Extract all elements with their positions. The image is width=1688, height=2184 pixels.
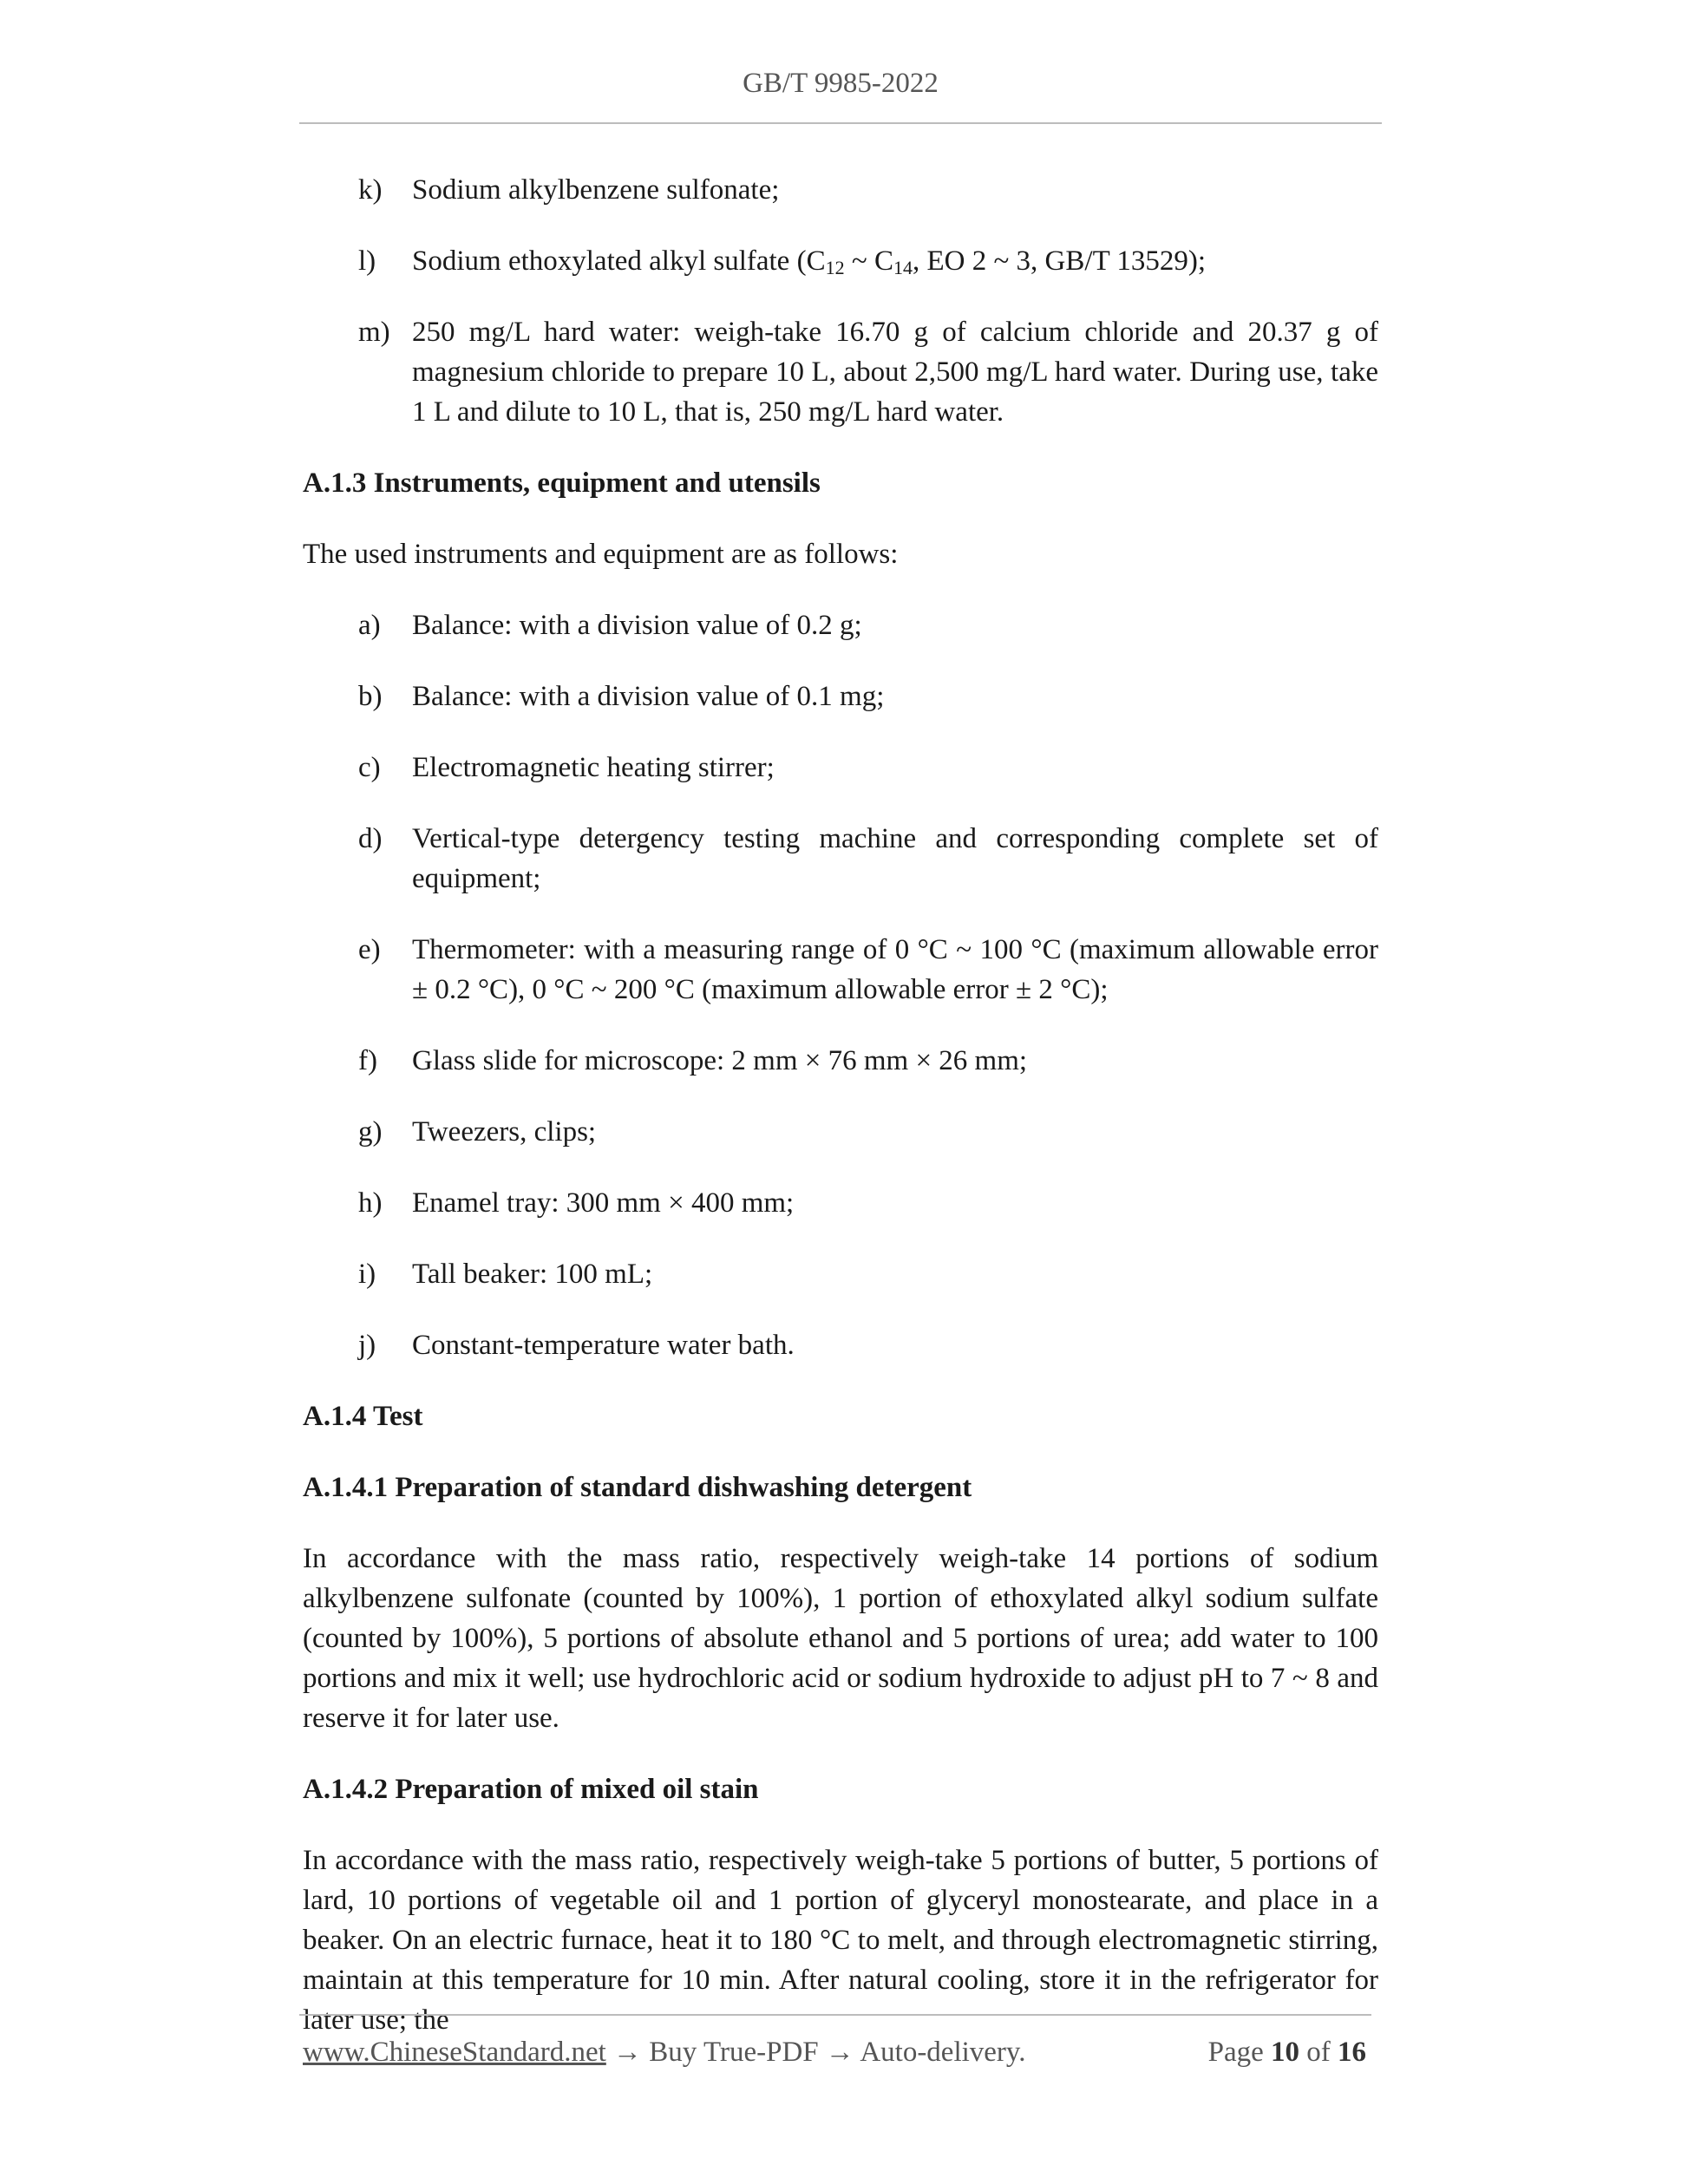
page-total: 16	[1338, 2037, 1366, 2068]
section-heading-a141: A.1.4.1 Preparation of standard dishwashing detergent	[303, 1472, 972, 1503]
list-item-d	[303, 819, 1378, 899]
list-item-b	[303, 677, 1378, 716]
subscript: 14	[893, 257, 913, 278]
list-item-h	[303, 1183, 1378, 1223]
list-marker: g)	[358, 1116, 383, 1148]
list-item-l	[303, 241, 1378, 281]
page-header: GB/T 9985-2022	[743, 68, 939, 99]
page-label: Page	[1207, 2037, 1264, 2068]
list-item-a	[303, 605, 1378, 645]
paragraph-a142: In accordance with the mass ratio, respectively weigh-take 5 portions of butter, 5 portions of lard, 10 portions of vegetable oil and 1 portion of glyceryl monostearate, and place in a beaker. On an electric furnace, heat it to 180 °C to melt, and through electromagnetic stirring, maintain at this temperature for 10 min. After natural cooling, store it in the refrigerator for later use; the	[303, 1845, 1378, 2036]
formula-text: ~ C	[844, 245, 893, 277]
page-content	[303, 170, 1378, 2071]
list-item-text: Constant-temperature water bath.	[412, 1330, 795, 1361]
list-item-i	[303, 1254, 1378, 1294]
page-current: 10	[1271, 2037, 1299, 2068]
list-marker: a)	[358, 610, 381, 641]
list-item-text: Thermometer: with a measuring range of 0 °C ~ 100 °C (maximum allowable error ± 0.2 °C), 0 °C ~ 200 °C (maximum allowable error ± 2 °C);	[412, 934, 1378, 1005]
formula-text: , EO 2 ~ 3, GB/T 13529);	[912, 245, 1207, 277]
formula-text: Sodium ethoxylated alkyl sulfate (C	[412, 245, 826, 277]
list-item-f	[303, 1041, 1378, 1081]
list-item-j	[303, 1325, 1378, 1365]
list-item-text: Tall beaker: 100 mL;	[412, 1259, 653, 1290]
list-marker: k)	[358, 174, 383, 206]
subscript: 12	[825, 257, 845, 278]
list-item-text: Electromagnetic heating stirrer;	[412, 752, 775, 783]
list-item-m	[303, 312, 1378, 432]
list-item-text	[412, 241, 1378, 281]
section-heading-a14: A.1.4 Test	[303, 1401, 423, 1432]
page-of-label: of	[1306, 2037, 1331, 2068]
buy-text: Buy True-PDF	[649, 2037, 819, 2068]
list-marker: b)	[358, 681, 383, 712]
section-heading-a13: A.1.3 Instruments, equipment and utensils	[303, 468, 821, 499]
list-marker: d)	[358, 823, 383, 854]
page-number	[1208, 2037, 1366, 2069]
list-marker: f)	[358, 1045, 377, 1076]
list-item-text: Tweezers, clips;	[412, 1116, 597, 1148]
list-marker: c)	[358, 752, 381, 783]
list-item-text: Vertical-type detergency testing machine and corresponding complete set of equipment;	[412, 823, 1378, 894]
list-marker: j)	[358, 1330, 376, 1361]
arrow-icon: →	[825, 2037, 854, 2068]
list-item-g	[303, 1112, 1378, 1152]
section-intro: The used instruments and equipment are as follows:	[303, 539, 899, 570]
arrow-icon: →	[613, 2037, 643, 2068]
list-marker: h)	[358, 1187, 383, 1219]
list-item-text: Balance: with a division value of 0.2 g;	[412, 610, 862, 641]
section-heading-a142: A.1.4.2 Preparation of mixed oil stain	[303, 1774, 759, 1805]
list-item-text: Sodium alkylbenzene sulfonate;	[412, 174, 780, 206]
list-item-e	[303, 930, 1378, 1010]
list-marker: i)	[358, 1259, 376, 1290]
paragraph-a141: In accordance with the mass ratio, respectively weigh-take 14 portions of sodium alkylbenzene sulfonate (counted by 100%), 1 portion of ethoxylated alkyl sodium sulfate (counted by 100%), 5 portions of absolute ethanol and 5 portions of urea; add water to 100 portions and mix it well; use hydrochloric acid or sodium hydroxide to adjust pH to 7 ~ 8 and reserve it for later use.	[303, 1543, 1378, 1734]
list-item-c	[303, 748, 1378, 788]
list-item-k	[303, 170, 1378, 210]
list-marker: l)	[358, 245, 376, 277]
site-link[interactable]: www.ChineseStandard.net	[303, 2037, 606, 2068]
list-marker: m)	[358, 317, 390, 348]
footer-divider	[299, 2014, 1371, 2016]
list-marker: e)	[358, 934, 381, 965]
header-divider	[299, 122, 1382, 124]
list-item-text: 250 mg/L hard water: weigh-take 16.70 g of calcium chloride and 20.37 g of magnesium chloride to prepare 10 L, about 2,500 mg/L hard water. During use, take 1 L and dilute to 10 L, that is, 250 mg/L hard water.	[412, 317, 1378, 428]
list-item-text: Enamel tray: 300 mm × 400 mm;	[412, 1187, 795, 1219]
delivery-text: Auto-delivery.	[860, 2037, 1026, 2068]
list-item-text: Balance: with a division value of 0.1 mg;	[412, 681, 885, 712]
footer-link-group	[303, 2037, 1026, 2069]
list-item-text: Glass slide for microscope: 2 mm × 76 mm × 26 mm;	[412, 1045, 1028, 1076]
